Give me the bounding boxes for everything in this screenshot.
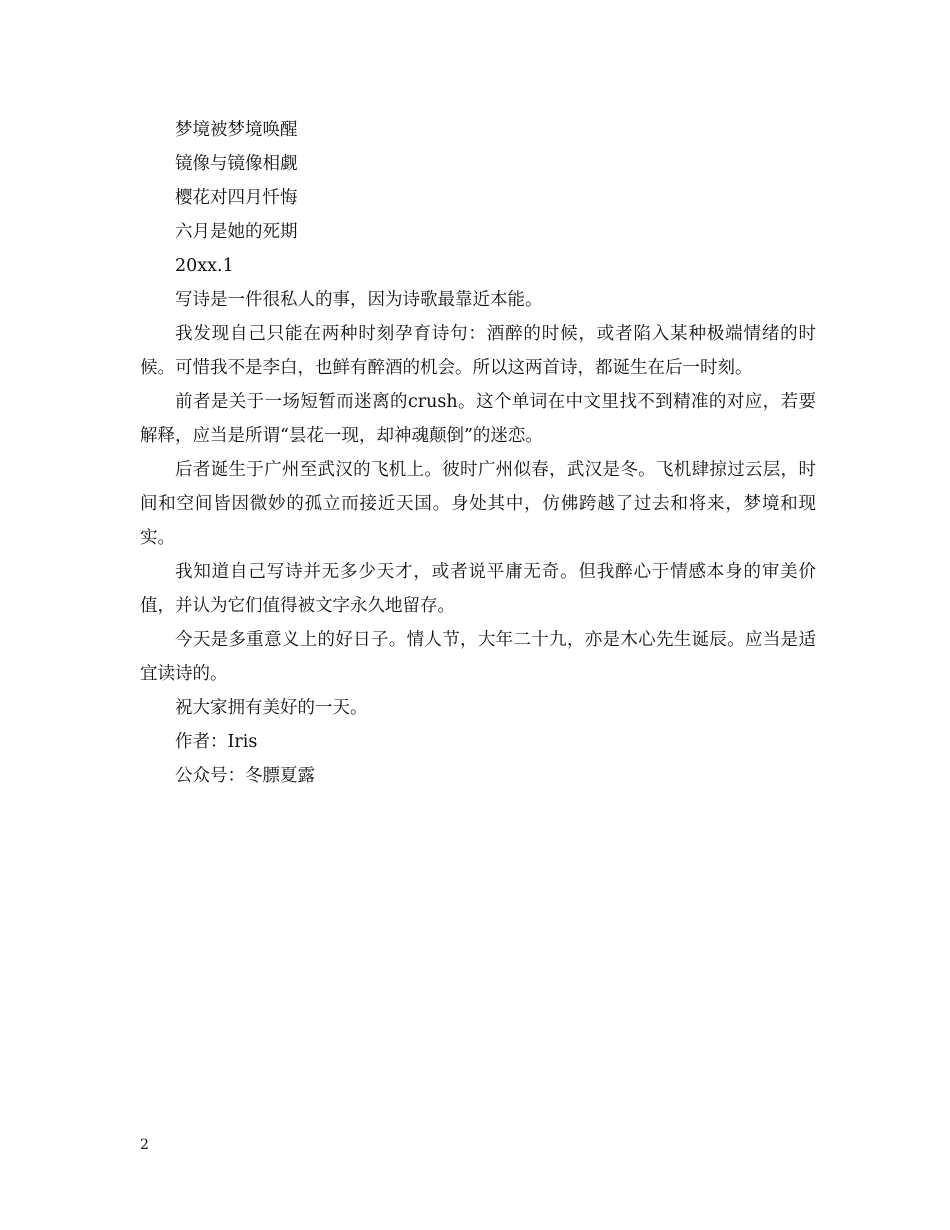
poem-line: 梦境被梦境唤醒 <box>175 120 298 140</box>
author-credit: 作者：Iris <box>175 732 258 752</box>
document-body <box>140 113 816 793</box>
page-number: 2 <box>140 1137 149 1153</box>
poem-line: 镜像与镜像相觑 <box>175 154 298 174</box>
afterword-paragraph: 祝大家拥有美好的一天。 <box>175 698 368 718</box>
afterword-paragraph: 我知道自己写诗并无多少天才，或者说平庸无奇。但我醉心于情感本身的审美价值，并认为它们值得被文字永久地留存。 <box>140 562 816 616</box>
poem-line: 樱花对四月忏悔 <box>175 188 298 208</box>
afterword-paragraph: 写诗是一件很私人的事，因为诗歌最靠近本能。 <box>175 290 543 310</box>
afterword-paragraph: 我发现自己只能在两种时刻孕育诗句：酒醉的时候，或者陷入某种极端情绪的时候。可惜我不是李白，也鲜有醉酒的机会。所以这两首诗，都诞生在后一时刻。 <box>140 324 816 378</box>
poem-line: 六月是她的死期 <box>175 222 298 242</box>
poem-date: 20xx.1 <box>175 256 234 276</box>
afterword-paragraph: 后者诞生于广州至武汉的飞机上。彼时广州似春，武汉是冬。飞机肆掠过云层，时间和空间皆因微妙的孤立而接近天国。身处其中，仿佛跨越了过去和将来，梦境和现实。 <box>140 460 816 548</box>
afterword-paragraph: 前者是关于一场短暂而迷离的crush。这个单词在中文里找不到精准的对应，若要解释，应当是所谓“昙花一现，却神魂颠倒”的迷恋。 <box>140 392 816 446</box>
afterword-paragraph: 今天是多重意义上的好日子。情人节，大年二十九，亦是木心先生诞辰。应当是适宜读诗的。 <box>140 630 816 684</box>
account-credit: 公众号：冬膘夏露 <box>175 766 315 786</box>
